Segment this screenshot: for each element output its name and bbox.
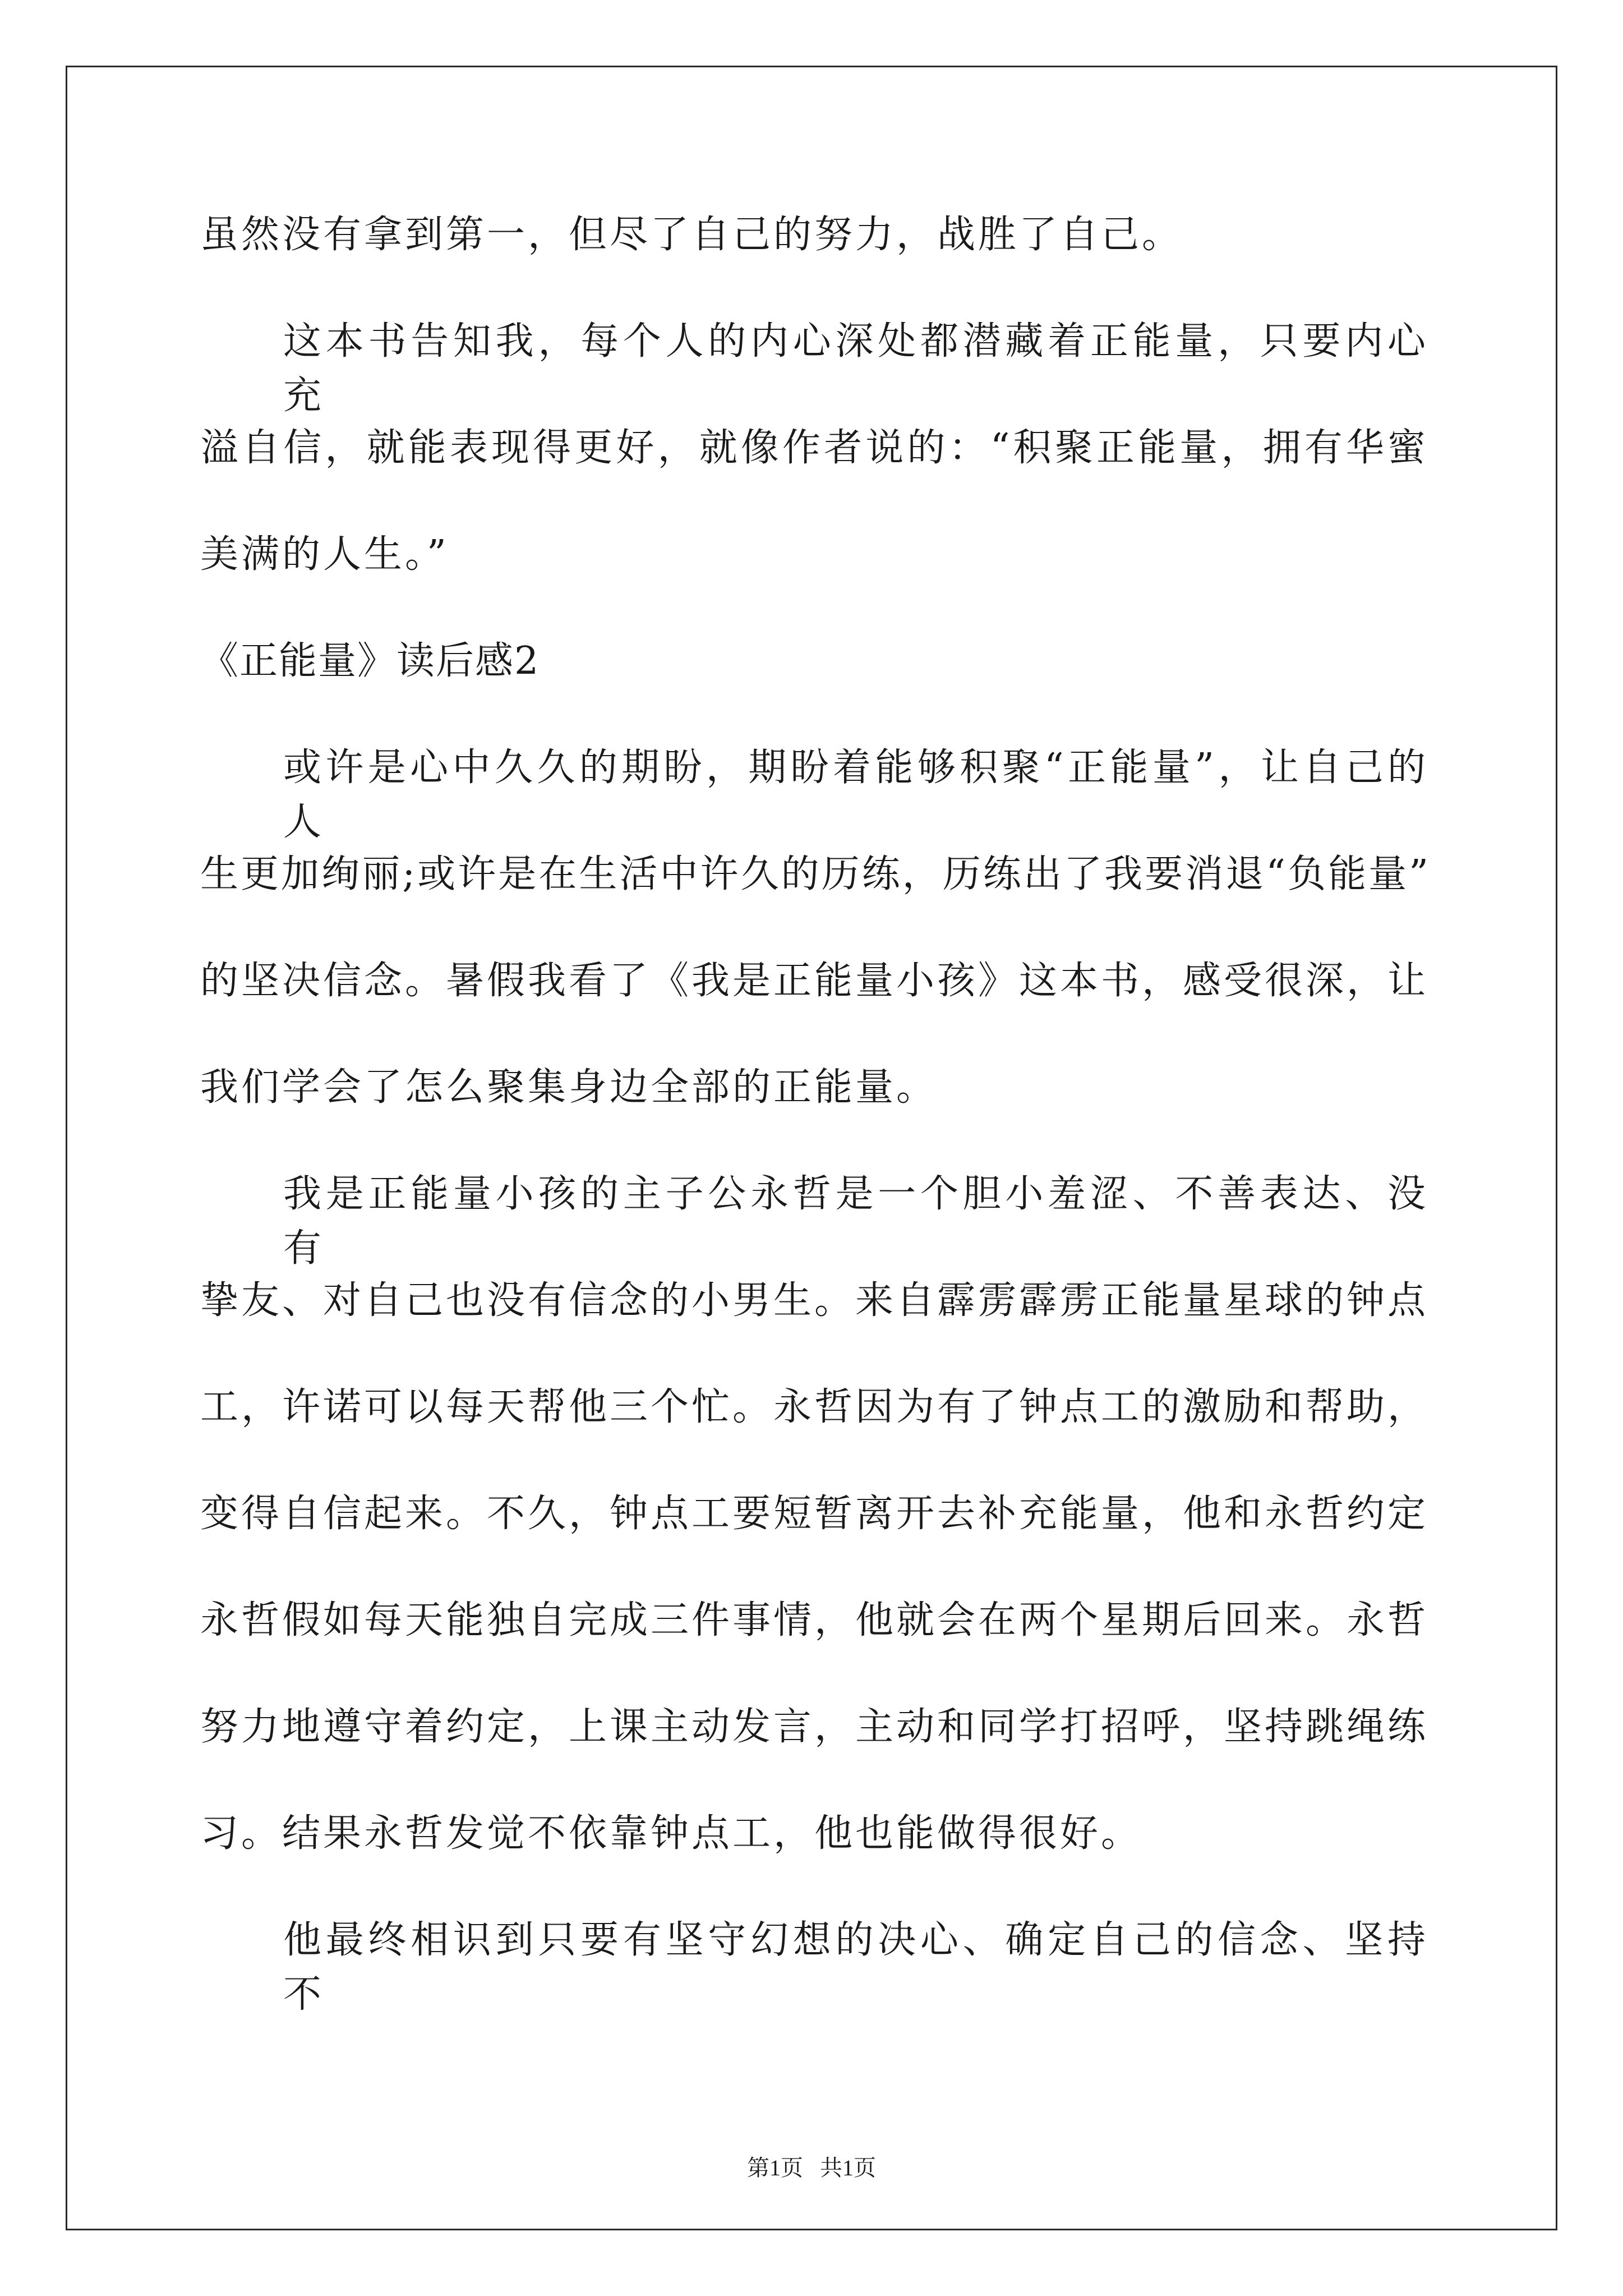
text-line-12: 工，许诺可以每天帮他三个忙。永哲因为有了钟点工的激励和帮助，: [200, 1385, 1429, 1429]
text-line-4: 美满的人生。”: [200, 532, 449, 577]
text-line-10: 我是正能量小孩的主子公永哲是一个胆小羞涩、不善表达、没有: [283, 1172, 1428, 1271]
text-line-8: 的坚决信念。暑假我看了《我是正能量小孩》这本书，感受很深，让: [200, 959, 1429, 1003]
text-line-2: 这本书告知我，每个人的内心深处都潜藏着正能量，只要内心充: [283, 319, 1428, 418]
text-line-7: 生更加绚丽;或许是在生活中许久的历练，历练出了我要消退“负能量”: [200, 852, 1428, 896]
text-line-16: 习。结果永哲发觉不依靠钟点工，他也能做得很好。: [200, 1811, 1142, 1856]
text-line-14: 永哲假如每天能独自完成三件事情，他就会在两个星期后回来。永哲: [200, 1598, 1429, 1642]
text-line-15: 努力地遵守着约定，上课主动发言，主动和同学打招呼，坚持跳绳练: [200, 1705, 1429, 1749]
text-line-13: 变得自信起来。不久，钟点工要短暂离开去补充能量，他和永哲约定: [200, 1492, 1429, 1536]
text-line-6: 或许是心中久久的期盼，期盼着能够积聚“正能量”，让自己的人: [283, 746, 1428, 844]
section-heading: 《正能量》读后感2: [200, 639, 540, 683]
text-line-9: 我们学会了怎么聚集身边全部的正能量。: [200, 1065, 938, 1110]
text-line-17: 他最终相识到只要有坚守幻想的决心、确定自己的信念、坚持不: [283, 1918, 1428, 2017]
text-line-11: 挚友、对自己也没有信念的小男生。来自霹雳霹雳正能量星球的钟点: [200, 1278, 1429, 1323]
page-number-footer: 第1页 共1页: [747, 2155, 876, 2180]
text-line-1: 虽然没有拿到第一，但尽了自己的努力，战胜了自己。: [200, 213, 1183, 257]
text-line-3: 溢自信，就能表现得更好，就像作者说的：“积聚正能量，拥有华蜜: [200, 426, 1428, 470]
document-body: [200, 208, 1428, 2019]
